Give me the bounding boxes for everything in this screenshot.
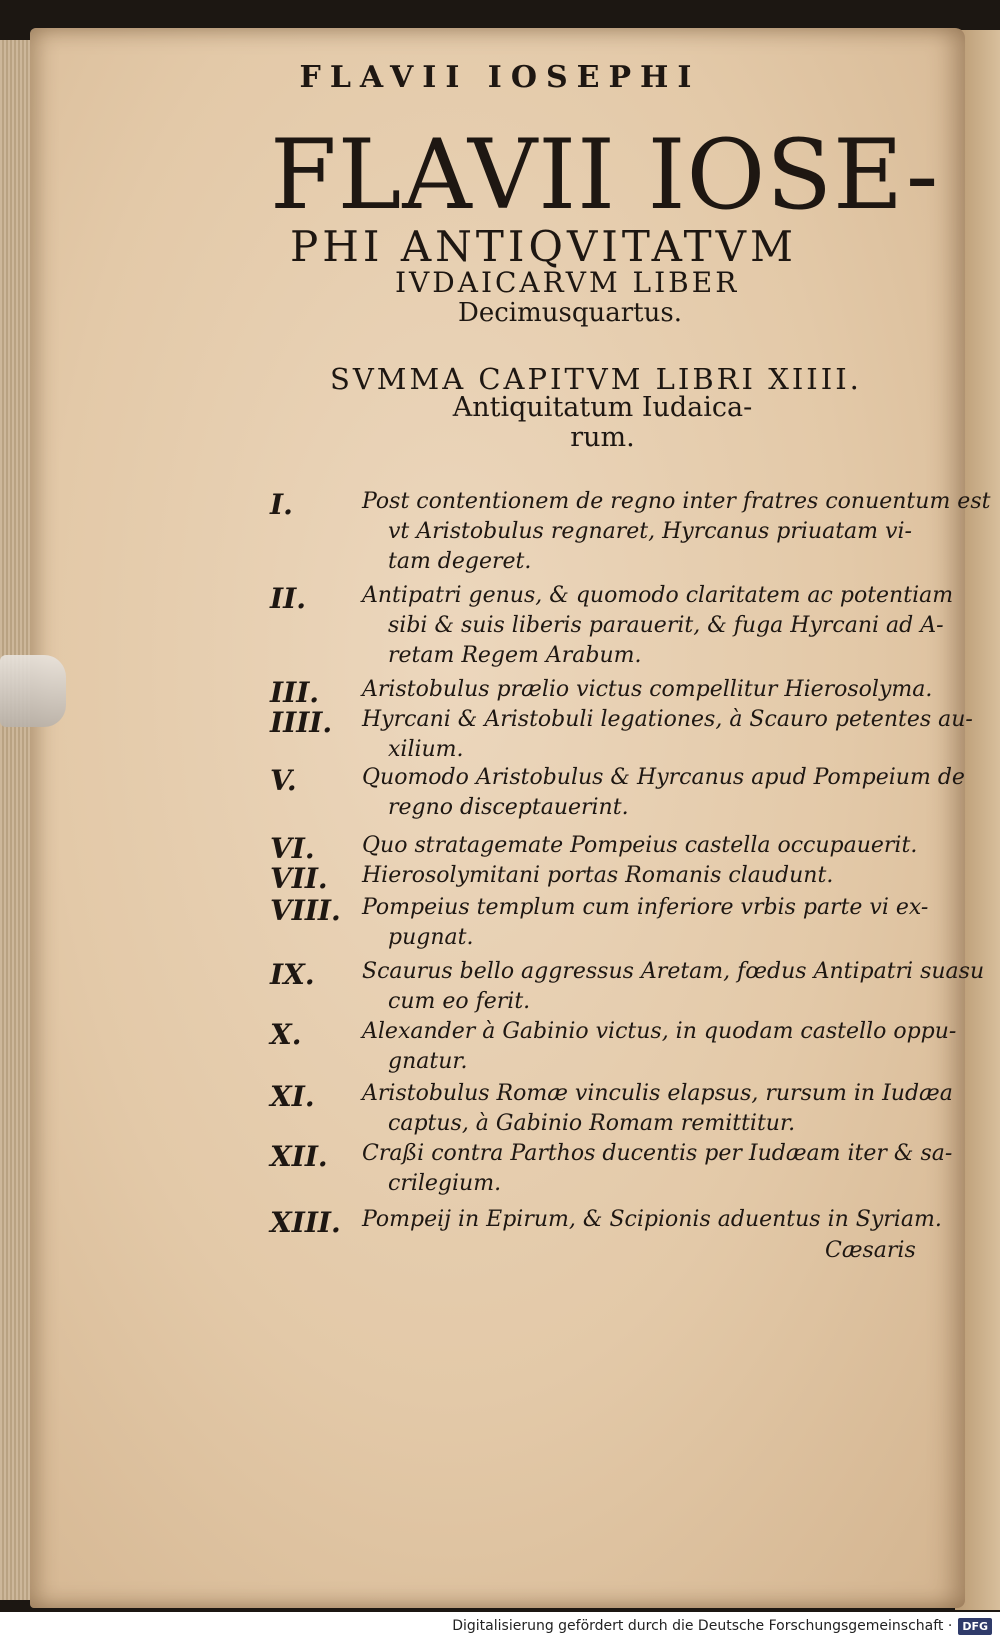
chapter-text-line: Quomodo Aristobulus & Hyrcanus apud Pompeium de xyxy=(362,765,965,790)
title-line-1: FLAVII IOSE- xyxy=(270,119,940,231)
chapter-text-line: Pompeij in Epirum, & Scipionis aduentus in Syriam. xyxy=(362,1207,942,1232)
chapter-text-line: pugnat. xyxy=(388,925,474,950)
chapter-number: VI. xyxy=(270,832,315,865)
chapter-text-line: retam Regem Arabum. xyxy=(388,643,642,668)
title-line-2: PHI ANTIQVITATVM xyxy=(290,222,797,271)
chapter-text-line: gnatur. xyxy=(388,1049,468,1074)
title-line-4: Decimusquartus. xyxy=(458,298,682,328)
chapter-number: VII. xyxy=(270,862,328,895)
chapter-text-line: Pompeius templum cum inferiore vrbis parte vi ex- xyxy=(362,895,929,920)
footer-text: Digitalisierung gefördert durch die Deutsche Forschungsgemeinschaft · xyxy=(452,1618,953,1634)
chapter-text-line: Hierosolymitani portas Romanis claudunt. xyxy=(362,863,834,888)
chapter-number: II. xyxy=(270,582,306,615)
ribbon-bookmark xyxy=(0,655,66,727)
chapter-number: I. xyxy=(270,488,293,521)
summa-subheading-end: rum. xyxy=(570,422,635,453)
running-head: FLAVII IOSEPHI xyxy=(299,60,701,95)
chapter-text-line: captus, à Gabinio Romam remittitur. xyxy=(388,1111,796,1136)
chapter-text-line: sibi & suis liberis parauerit, & fuga Hyrcani ad A- xyxy=(388,613,944,638)
chapter-number: V. xyxy=(270,764,297,797)
chapter-text-line: Aristobulus Romæ vinculis elapsus, rursum in Iudæa xyxy=(362,1081,953,1106)
summa-heading: SVMMA CAPITVM LIBRI XIIII. xyxy=(330,362,862,396)
catchword: Cæsaris xyxy=(825,1238,916,1263)
chapter-text-line: Craßi contra Parthos ducentis per Iudæam iter & sa- xyxy=(362,1141,953,1166)
chapter-number: IIII. xyxy=(270,706,333,739)
chapter-text-line: crilegium. xyxy=(388,1171,502,1196)
dfg-logo: DFG xyxy=(958,1618,992,1635)
chapter-text-line: Scaurus bello aggressus Aretam, fœdus Antipatri suasu xyxy=(362,959,985,984)
summa-subheading: Antiquitatum Iudaica- xyxy=(452,392,753,423)
chapter-number: X. xyxy=(270,1018,302,1051)
chapter-text-line: xilium. xyxy=(388,737,464,762)
chapter-text-line: Post contentionem de regno inter fratres conuentum est xyxy=(362,489,991,514)
chapter-number: XI. xyxy=(270,1080,315,1113)
chapter-text-line: regno disceptauerint. xyxy=(388,795,629,820)
chapter-text-line: Quo stratagemate Pompeius castella occupauerit. xyxy=(362,833,918,858)
chapter-text-line: Alexander à Gabinio victus, in quodam castello oppu- xyxy=(362,1019,957,1044)
chapter-text-line: vt Aristobulus regnaret, Hyrcanus priuatam vi- xyxy=(388,519,912,544)
chapter-number: XIII. xyxy=(270,1206,341,1239)
chapter-text-line: cum eo ferit. xyxy=(388,989,531,1014)
chapter-text-line: tam degeret. xyxy=(388,549,532,574)
title-line-3: IVDAICARVM LIBER xyxy=(395,266,740,299)
chapter-number: XII. xyxy=(270,1140,328,1173)
chapter-number: VIII. xyxy=(270,894,341,927)
chapter-text-line: Hyrcani & Aristobuli legationes, à Scauro petentes au- xyxy=(362,707,973,732)
chapter-text-line: Antipatri genus, & quomodo claritatem ac potentiam xyxy=(362,583,954,608)
chapter-number: III. xyxy=(270,676,320,709)
chapter-number: IX. xyxy=(270,958,315,991)
chapter-text-line: Aristobulus prælio victus compellitur Hierosolyma. xyxy=(362,677,933,702)
footer-bar xyxy=(0,1612,1000,1640)
